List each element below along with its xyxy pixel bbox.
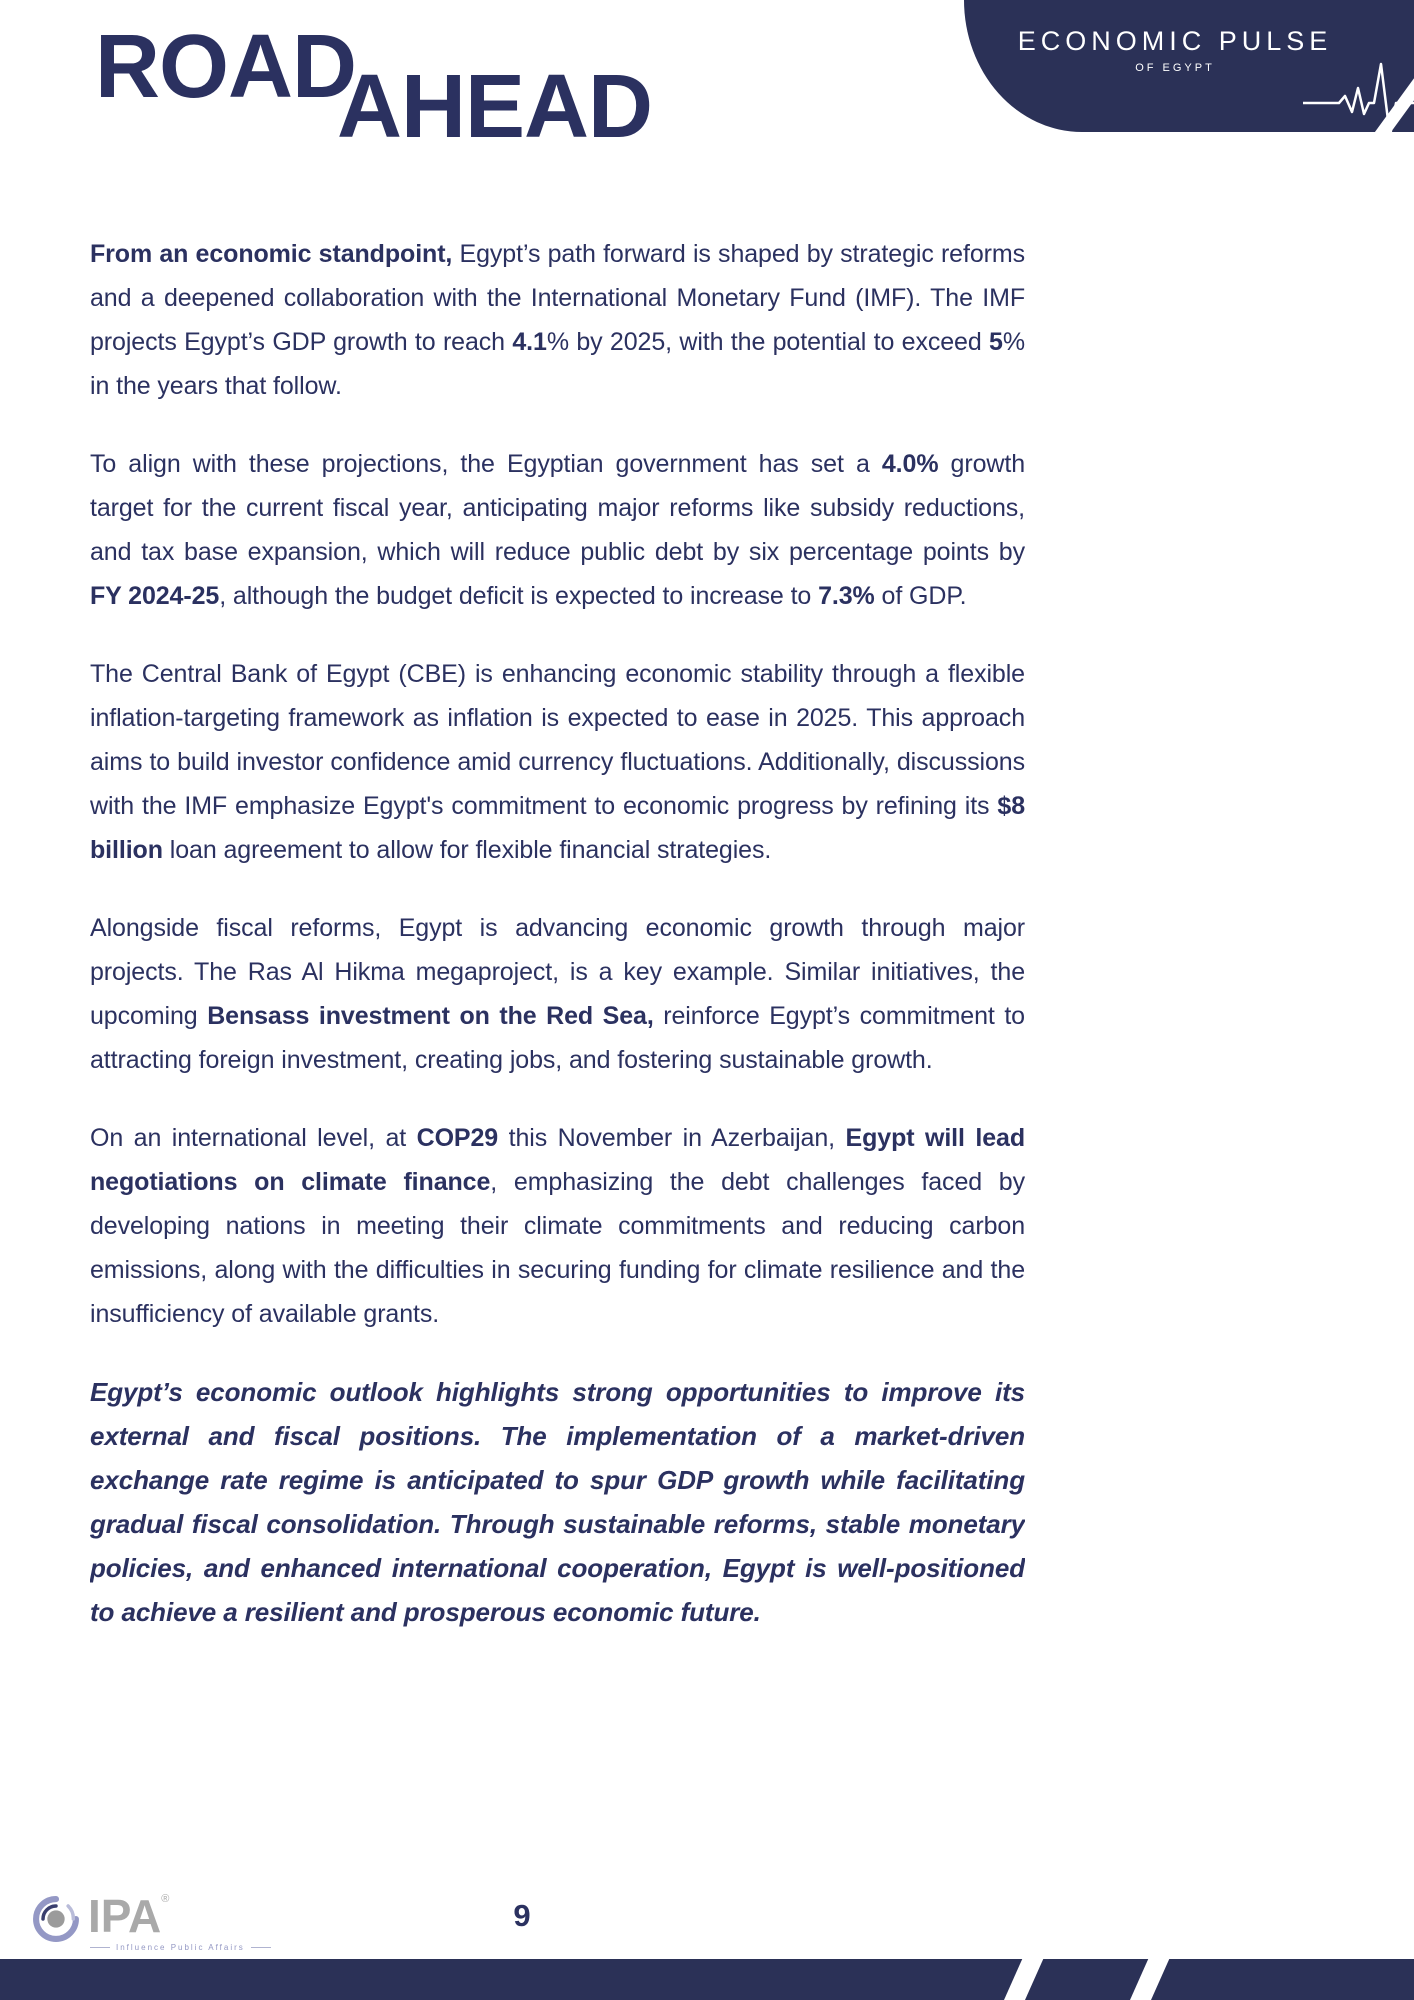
text-run: loan agreement to allow for flexible financial strategies. [162, 836, 772, 864]
badge-title: ECONOMIC PULSE [1017, 26, 1333, 56]
text-run: FY 2024-25 [90, 582, 220, 610]
bottom-bar [0, 1959, 1414, 2000]
body-paragraph [90, 232, 1025, 408]
text-run: this November in Azerbaijan, [498, 1124, 846, 1152]
tagline-rule-left [90, 1947, 110, 1948]
ipa-tagline-text: Influence Public Affairs [116, 1943, 245, 1952]
text-run: Egypt’s path forward is shaped by strategic reforms and a deepened collaboration with the International Monetary Fund (IMF). The IMF projects Egypt’s GDP growth to reach [90, 240, 1025, 356]
tagline-rule-right [251, 1947, 271, 1948]
text-run: Alongside fiscal reforms, Egypt is advancing economic growth through major projects. The Ras Al Hikma megaproject, is a key example. Similar initiatives, the upcoming [90, 914, 1025, 1030]
page-title-line2: AHEAD [337, 57, 653, 157]
text-run: % by 2025, with the potential to exceed [546, 328, 990, 356]
page-title-line1: ROAD [95, 17, 356, 117]
page-number: 9 [513, 1898, 531, 1933]
ipa-logo-text-block [88, 1890, 271, 1952]
body-paragraph [90, 652, 1025, 872]
text-run: , emphasizing the debt challenges faced by developing nations in meeting their climate commitments and reducing carbon emissions, along with the difficulties in securing funding for climate resilience and the insufficiency of available grants. [90, 1168, 1025, 1328]
badge-subtitle: OF EGYPT [1135, 62, 1215, 74]
bar-slash-2 [1130, 1959, 1169, 2000]
text-run: , although the budget deficit is expected to increase to [219, 582, 819, 610]
text-run: To align with these projections, the Egyptian government has set a [90, 450, 882, 478]
text-run: Egypt’s economic outlook highlights strong opportunities to improve its external and fiscal positions. The implementation of a market-driven exchange rate regime is anticipated to spur GDP growth while facilitating gradual fiscal consolidation. Through sustainable reforms, stable monetary policies, and enhanced international cooperation, Egypt is well-positioned to achieve a resilient and prosperous economic future. [90, 1377, 1025, 1627]
ipa-tagline [90, 1943, 271, 1952]
economic-pulse-badge [964, 0, 1414, 132]
text-run: reinforce Egypt’s commitment to attracting foreign investment, creating jobs, and fostering sustainable growth. [90, 1002, 1025, 1074]
ipa-swirl-icon [30, 1893, 82, 1945]
body-paragraph [90, 906, 1025, 1082]
text-run: On an international level, at [90, 1124, 417, 1152]
text-run: Egypt will lead negotiations on climate finance [90, 1124, 1025, 1196]
text-run: From an economic standpoint, [90, 240, 453, 268]
ipa-reg-mark: ® [161, 1893, 170, 1905]
article-body [90, 232, 1025, 1887]
text-run: 7.3% [818, 582, 875, 610]
text-run: growth target for the current fiscal year, anticipating major reforms like subsidy reductions, and tax base expansion, which will reduce public debt by six percentage points by [90, 450, 1025, 566]
body-paragraph [90, 442, 1025, 618]
text-run: 4.0% [881, 450, 939, 478]
text-run: 4.1 [512, 328, 547, 356]
text-run: of GDP. [874, 582, 967, 610]
text-run: % in the years that follow. [90, 328, 1025, 400]
text-run: The Central Bank of Egypt (CBE) is enhancing economic stability through a flexible inflation-targeting framework as inflation is expected to ease in 2025. This approach aims to build investor confidence amid currency fluctuations. Additionally, discussions with the IMF emphasize Egypt's commitment to economic progress by refining its [90, 660, 1025, 820]
text-run: $8 billion [90, 792, 1025, 864]
bar-slash-1 [1004, 1959, 1043, 2000]
ipa-logo [30, 1890, 271, 1952]
text-run: 5 [989, 328, 1003, 356]
text-run: Bensass investment on the Red Sea, [207, 1002, 654, 1030]
body-paragraph [90, 1116, 1025, 1336]
conclusion-paragraph [90, 1370, 1025, 1634]
ipa-logo-text: IPA [88, 1890, 162, 1942]
text-run: COP29 [416, 1124, 499, 1152]
